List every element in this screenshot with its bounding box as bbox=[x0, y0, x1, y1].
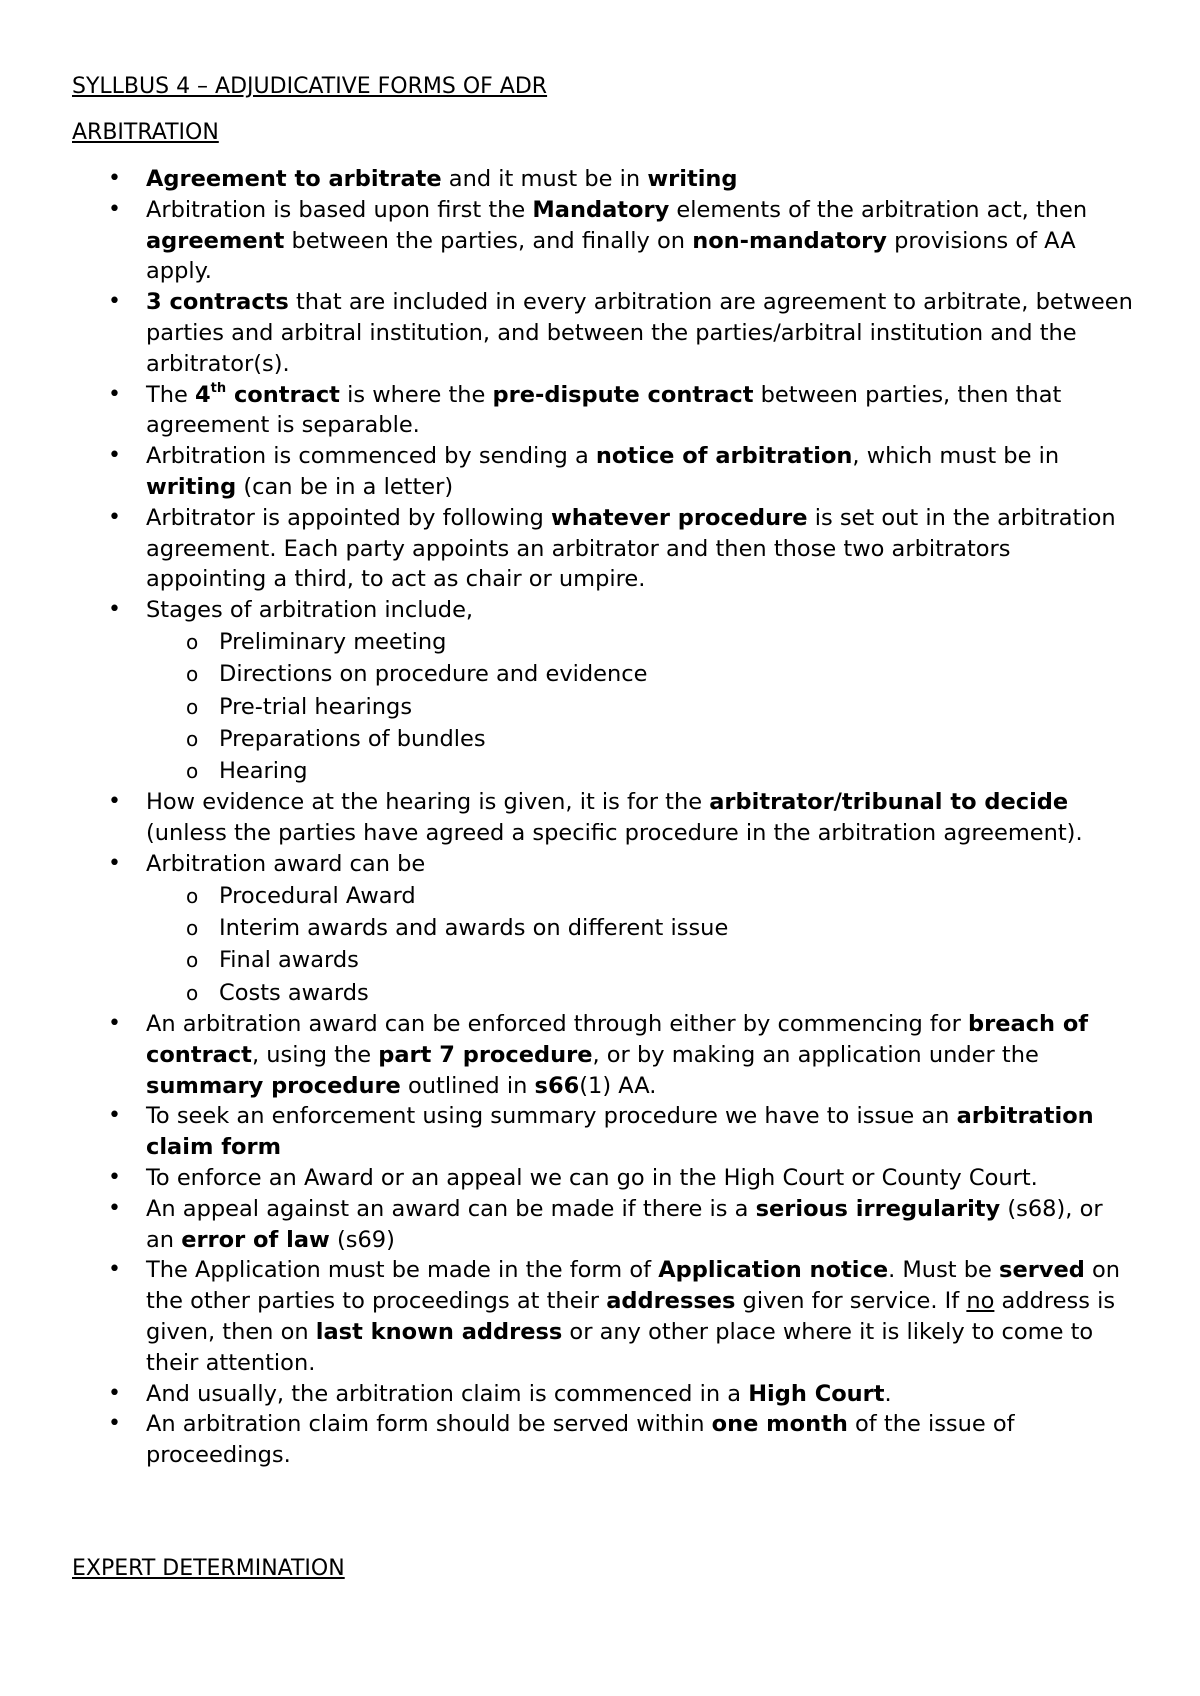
bullet-item: • How evidence at the hearing is given, it is for the arbitrator/tribunal to decide (unless the parties have agreed a specific procedure in the arbitration agreement). bbox=[0, 787, 1200, 849]
document-title: SYLLBUS 4 – ADJUDICATIVE FORMS OF ADR bbox=[72, 74, 548, 99]
bullet-item: • An arbitration claim form should be served within one month of the issue of proceedings. bbox=[0, 1409, 1200, 1471]
sub-item: o Procedural Award bbox=[146, 880, 1134, 912]
bullet-item: • The 4th contract is where the pre-dispute contract between parties, then that agreement is separable. bbox=[0, 380, 1200, 442]
bullet-item: • Arbitration is based upon first the Mandatory elements of the arbitration act, then agreement between the parties, and finally on non-mandatory provisions of AA apply. bbox=[0, 195, 1200, 287]
arbitration-bullet-list bbox=[0, 164, 1200, 1471]
section-heading-expert-determination: EXPERT DETERMINATION bbox=[72, 1556, 345, 1581]
awards-sublist bbox=[146, 880, 1134, 1009]
sub-item: o Preparations of bundles bbox=[146, 723, 1134, 755]
sub-item: o Costs awards bbox=[146, 977, 1134, 1009]
bullet-text: Arbitration award can be bbox=[146, 851, 426, 878]
sub-item: o Preliminary meeting bbox=[146, 626, 1134, 658]
sub-item: o Hearing bbox=[146, 755, 1134, 787]
bullet-item: • An arbitration award can be enforced through either by commencing for breach of contract, using the part 7 procedure, or by making an application under the summary procedure outlined in s66(1) AA. bbox=[0, 1009, 1200, 1101]
sub-item: o Final awards bbox=[146, 944, 1134, 976]
bullet-item: • 3 contracts that are included in every arbitration are agreement to arbitrate, between parties and arbitral institution, and between the parties/arbitral institution and the arbitrator(s). bbox=[0, 287, 1200, 379]
bullet-text: Stages of arbitration include, bbox=[146, 597, 474, 624]
bullet-item: • Arbitrator is appointed by following whatever procedure is set out in the arbitration agreement. Each party appoints an arbitrator and then those two arbitrators appointing a third, to act as chair or umpire. bbox=[0, 503, 1200, 595]
sub-item: o Interim awards and awards on different issue bbox=[146, 912, 1134, 944]
bullet-item bbox=[0, 595, 1200, 787]
bullet-item: • To seek an enforcement using summary procedure we have to issue an arbitration claim form bbox=[0, 1101, 1200, 1163]
bullet-item: • And usually, the arbitration claim is commenced in a High Court. bbox=[0, 1379, 1200, 1410]
bullet-item: • The Application must be made in the form of Application notice. Must be served on the other parties to proceedings at their addresses given for service. If no address is given, then on last known address or any other place where it is likely to come to their attention. bbox=[0, 1255, 1200, 1378]
section-heading-arbitration: ARBITRATION bbox=[72, 120, 219, 145]
sub-item: o Directions on procedure and evidence bbox=[146, 658, 1134, 690]
bullet-item: • Arbitration is commenced by sending a notice of arbitration, which must be in writing (can be in a letter) bbox=[0, 441, 1200, 503]
bullet-item: • To enforce an Award or an appeal we can go in the High Court or County Court. bbox=[0, 1163, 1200, 1194]
bullet-item: • An appeal against an award can be made if there is a serious irregularity (s68), or an error of law (s69) bbox=[0, 1194, 1200, 1256]
bullet-item: • Agreement to arbitrate and it must be in writing bbox=[0, 164, 1200, 195]
stages-sublist bbox=[146, 626, 1134, 787]
sub-item: o Pre-trial hearings bbox=[146, 691, 1134, 723]
bullet-item bbox=[0, 849, 1200, 1009]
